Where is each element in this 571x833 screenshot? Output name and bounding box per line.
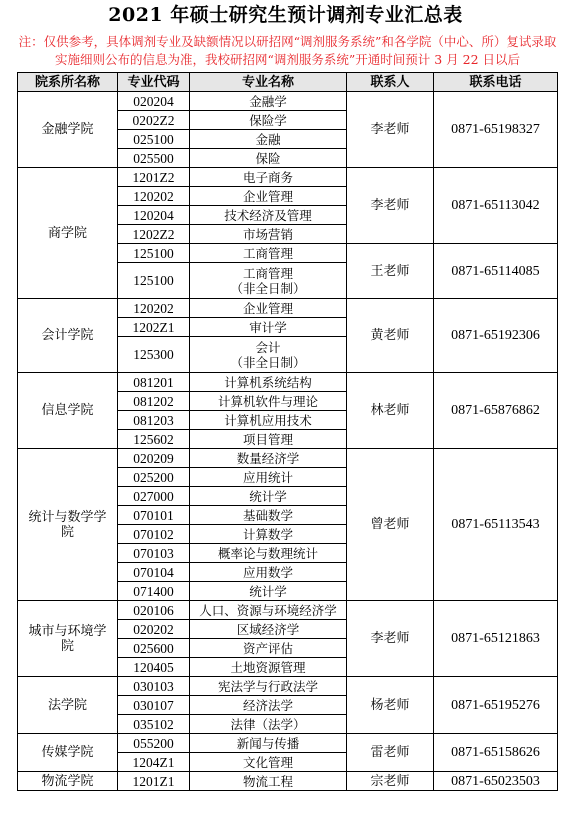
college-name: 城市与环境学 [28, 623, 107, 639]
major-name: 市场营销 [242, 226, 293, 242]
major-name: 物流工程 [242, 773, 293, 789]
major-code: 120202 [118, 299, 190, 318]
contact-person: 林老师 [347, 373, 434, 449]
major-code: 070101 [118, 506, 190, 525]
header-code: 专业代码 [118, 73, 190, 92]
table-row [18, 168, 558, 187]
major-name-cell [190, 639, 347, 658]
college-name: 传媒学院 [41, 745, 94, 760]
major-code: 020202 [118, 620, 190, 639]
major-name-cell [190, 430, 347, 449]
major-name-cell [190, 582, 347, 601]
contact-person: 李老师 [347, 92, 434, 168]
major-name: 统计学 [249, 488, 287, 504]
header-contact: 联系人 [347, 73, 434, 92]
college-name-cell [18, 449, 118, 601]
table-row [18, 601, 558, 620]
major-name: 保险 [255, 150, 281, 166]
major-code: 125602 [118, 430, 190, 449]
college-name: 商学院 [47, 225, 87, 241]
major-name-cell [190, 734, 347, 753]
contact-phone: 0871-65023503 [434, 772, 558, 791]
major-code: 125300 [118, 337, 190, 373]
major-name-cell [190, 244, 347, 263]
major-name-cell [190, 487, 347, 506]
college-name-cell [18, 299, 118, 373]
contact-person: 雷老师 [347, 734, 434, 772]
contact-phone: 0871-65198327 [434, 92, 558, 168]
table-row [18, 299, 558, 318]
contact-phone: 0871-65158626 [434, 734, 558, 772]
major-code: 120204 [118, 206, 190, 225]
major-code: 1201Z1 [118, 772, 190, 791]
contact-phone: 0871-65113042 [434, 168, 558, 244]
table-row [18, 772, 558, 791]
contact-person: 曾老师 [347, 449, 434, 601]
major-name-cell [190, 601, 347, 620]
major-name: 宪法学与行政法学 [217, 678, 318, 694]
major-code: 070104 [118, 563, 190, 582]
major-name-note: （非全日制） [230, 280, 306, 296]
major-name: 人口、资源与环境经济学 [199, 602, 337, 618]
contact-phone: 0871-65195276 [434, 677, 558, 734]
major-code: 081203 [118, 411, 190, 430]
college-name: 法学院 [47, 697, 87, 713]
major-name: 金融学 [249, 93, 287, 109]
table-row [18, 734, 558, 753]
contact-person: 李老师 [347, 601, 434, 677]
college-name-cell [18, 734, 118, 772]
major-name-cell [190, 299, 347, 318]
major-name-cell [190, 111, 347, 130]
major-name-cell [190, 130, 347, 149]
contact-person: 王老师 [347, 244, 434, 299]
major-name-note: （非全日制） [230, 354, 306, 370]
major-name-cell [190, 206, 347, 225]
major-name-cell [190, 318, 347, 337]
table-body [18, 92, 558, 791]
major-name-cell [190, 168, 347, 187]
major-name: 工商管理 [242, 265, 293, 281]
header-major: 专业名称 [190, 73, 347, 92]
college-name: 统计与数学学 [28, 509, 107, 525]
major-code: 070103 [118, 544, 190, 563]
major-code: 020204 [118, 92, 190, 111]
major-name-cell [190, 544, 347, 563]
major-name: 工商管理 [242, 245, 293, 261]
college-name-line2: 院 [60, 524, 74, 540]
major-name-cell [190, 449, 347, 468]
major-code: 081202 [118, 392, 190, 411]
contact-person: 李老师 [347, 168, 434, 244]
contact-phone: 0871-65114085 [434, 244, 558, 299]
major-code: 030103 [118, 677, 190, 696]
major-name: 计算机系统结构 [224, 374, 312, 390]
major-name: 计算数学 [242, 526, 293, 542]
major-code: 1201Z2 [118, 168, 190, 187]
major-name-cell [190, 411, 347, 430]
major-name-cell [190, 563, 347, 582]
college-name: 会计学院 [41, 328, 94, 343]
major-name-cell [190, 506, 347, 525]
major-code: 020106 [118, 601, 190, 620]
page-title: 2021 年硕士研究生预计调剂专业汇总表 [108, 4, 463, 26]
major-code: 025500 [118, 149, 190, 168]
major-code: 020209 [118, 449, 190, 468]
college-name: 物流学院 [41, 773, 94, 789]
college-name-cell [18, 772, 118, 791]
college-name-line2: 院 [60, 638, 74, 654]
major-code: 025200 [118, 468, 190, 487]
college-name: 信息学院 [41, 403, 94, 418]
major-code: 071400 [118, 582, 190, 601]
college-name-cell [18, 168, 118, 299]
contact-person: 黄老师 [347, 299, 434, 373]
major-name: 文化管理 [242, 754, 293, 770]
major-code: 027000 [118, 487, 190, 506]
major-name: 区域经济学 [236, 621, 300, 637]
major-name-cell [190, 468, 347, 487]
major-name-cell [190, 696, 347, 715]
major-name: 基础数学 [242, 507, 293, 523]
contact-phone: 0871-65192306 [434, 299, 558, 373]
major-code: 025100 [118, 130, 190, 149]
major-name: 技术经济及管理 [224, 207, 312, 223]
major-name: 应用数学 [242, 564, 293, 580]
major-code: 1202Z2 [118, 225, 190, 244]
table-row [18, 677, 558, 696]
major-name: 资产评估 [242, 640, 293, 656]
major-name-cell [190, 753, 347, 772]
table-header-row [18, 73, 558, 92]
major-code: 070102 [118, 525, 190, 544]
adjustment-table [17, 72, 558, 791]
major-name: 企业管理 [242, 188, 293, 204]
major-name: 电子商务 [242, 169, 293, 185]
major-name: 土地资源管理 [230, 659, 306, 675]
major-name-cell [190, 715, 347, 734]
major-code: 035102 [118, 715, 190, 734]
major-code: 120202 [118, 187, 190, 206]
major-name-cell [190, 658, 347, 677]
notice-text: 注：仅供参考，具体调剂专业及缺额情况以研招网“调剂服务系统”和各学院（中心、所）复试录取实施细则公布的信息为准，我校研招网“调剂服务系统”开通时间预计 3 月 22 日以后 [18, 34, 557, 67]
major-code: 0202Z2 [118, 111, 190, 130]
major-name: 审计学 [249, 319, 287, 335]
major-name: 统计学 [249, 583, 287, 599]
major-name-cell [190, 373, 347, 392]
college-name-cell [18, 373, 118, 449]
major-name: 法律（法学） [230, 716, 306, 732]
major-name-cell [190, 149, 347, 168]
major-code: 1204Z1 [118, 753, 190, 772]
college-name-cell [18, 92, 118, 168]
major-name: 经济法学 [242, 697, 293, 713]
major-code: 125100 [118, 263, 190, 299]
header-phone: 联系电话 [434, 73, 558, 92]
major-code: 081201 [118, 373, 190, 392]
major-code: 055200 [118, 734, 190, 753]
major-code: 120405 [118, 658, 190, 677]
contact-phone: 0871-65876862 [434, 373, 558, 449]
major-name: 数量经济学 [236, 450, 300, 466]
major-name-cell [190, 772, 347, 791]
major-name-cell [190, 337, 347, 373]
major-name: 计算机应用技术 [224, 412, 312, 428]
college-name-cell [18, 677, 118, 734]
major-name-cell [190, 677, 347, 696]
major-name: 应用统计 [242, 469, 293, 485]
major-code: 025600 [118, 639, 190, 658]
major-name: 概率论与数理统计 [217, 545, 318, 561]
major-name-cell [190, 187, 347, 206]
major-name-cell [190, 620, 347, 639]
major-name-cell [190, 263, 347, 299]
major-name-cell [190, 392, 347, 411]
contact-phone: 0871-65113543 [434, 449, 558, 601]
major-code: 1202Z1 [118, 318, 190, 337]
major-name: 企业管理 [242, 300, 293, 316]
major-name: 金融 [255, 131, 281, 147]
major-name-cell [190, 92, 347, 111]
table-row [18, 373, 558, 392]
major-name: 会计 [255, 339, 281, 355]
major-name-cell [190, 525, 347, 544]
college-name-cell [18, 601, 118, 677]
major-name: 新闻与传播 [236, 735, 300, 751]
major-name: 保险学 [249, 112, 287, 128]
table-row [18, 449, 558, 468]
college-name: 金融学院 [41, 122, 94, 137]
major-name: 计算机软件与理论 [217, 393, 318, 409]
major-code: 125100 [118, 244, 190, 263]
contact-person: 杨老师 [347, 677, 434, 734]
major-name-cell [190, 225, 347, 244]
major-code: 030107 [118, 696, 190, 715]
major-name: 项目管理 [242, 431, 293, 447]
table-row [18, 92, 558, 111]
contact-phone: 0871-65121863 [434, 601, 558, 677]
contact-person: 宗老师 [347, 772, 434, 791]
header-college: 院系所名称 [18, 73, 118, 92]
